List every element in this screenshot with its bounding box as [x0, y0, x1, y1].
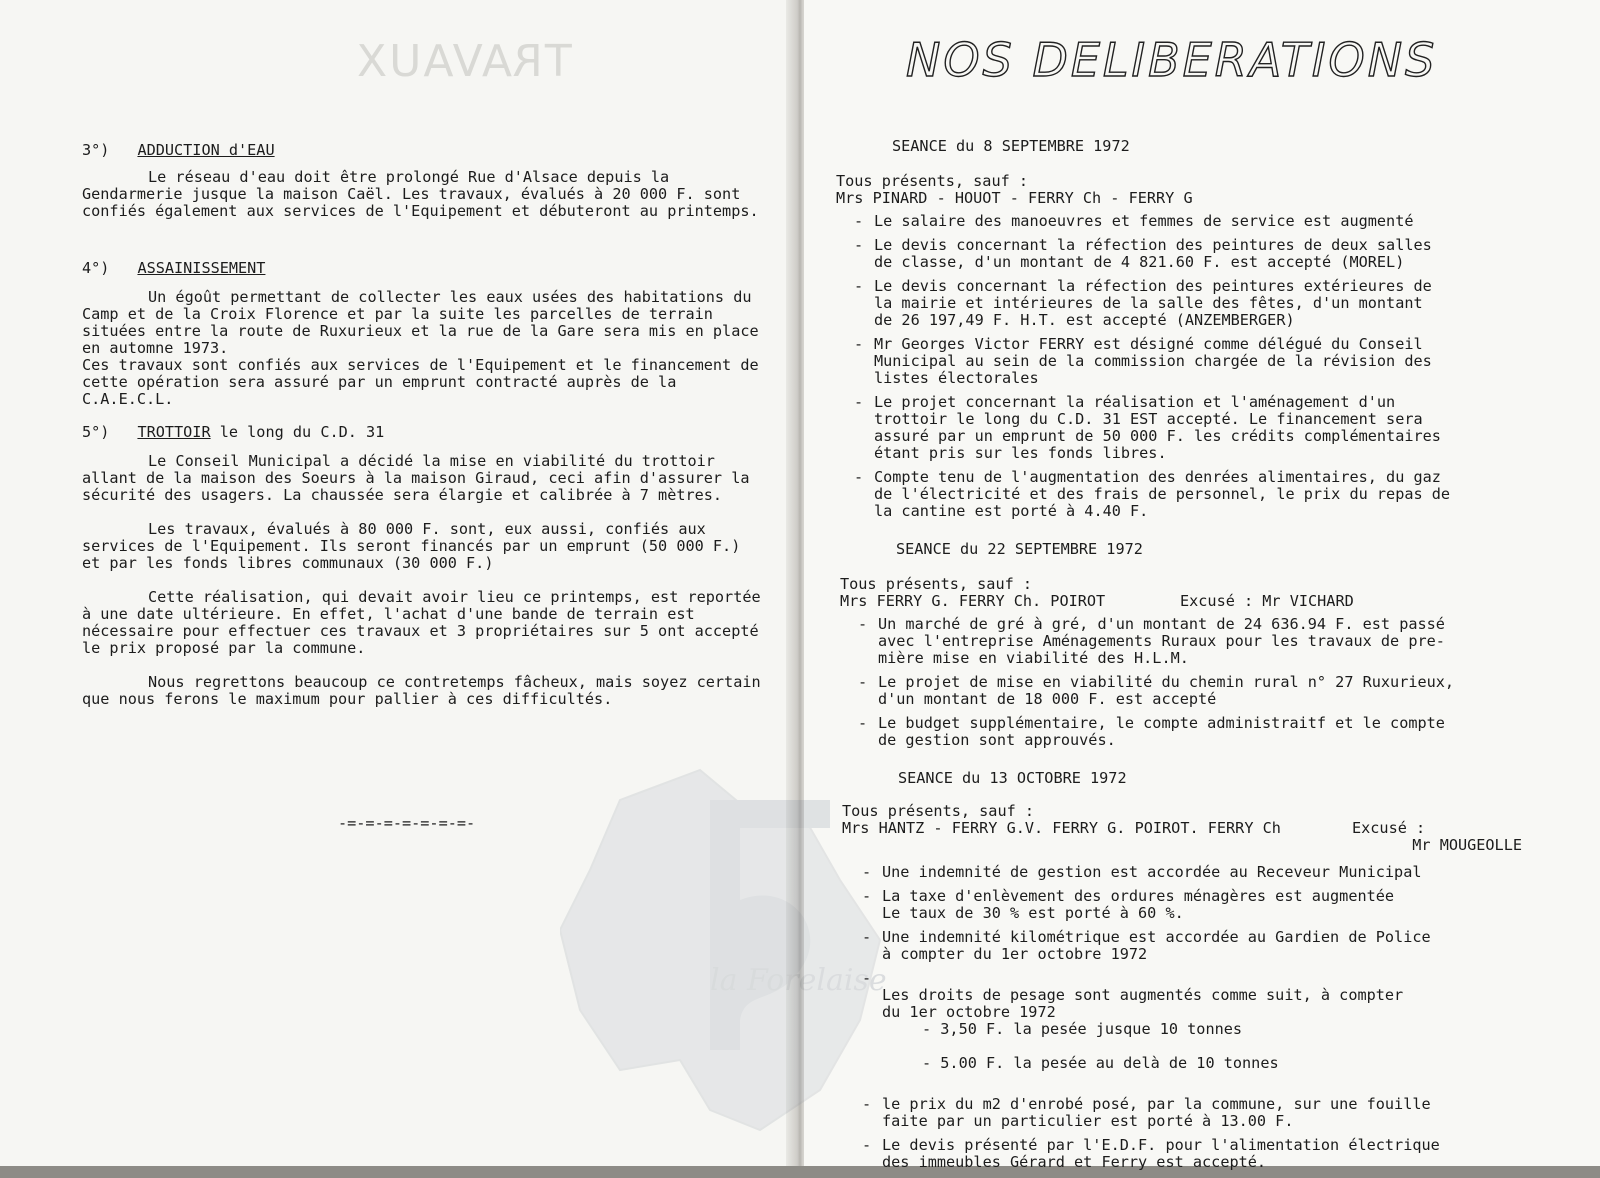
deliberation-item-text: Les droits de pesage sont augmentés comme suit, à compter du 1er octobre 1972 [882, 986, 1404, 1021]
deliberation-item: - Le devis présenté par l'E.D.F. pour l'alimentation électrique des immeubles Gérard et Ferry est accepté. [862, 1137, 1542, 1171]
seance-excuse: Excusé : [1352, 819, 1426, 837]
pesage-subitem: - 3,50 F. la pesée jusque 10 tonnes [922, 1020, 1243, 1038]
section-number: 4°) [82, 259, 110, 277]
deliberation-item: - Un marché de gré à gré, d'un montant de 24 636.94 F. est passé avec l'entreprise Aménagements Ruraux pour les travaux de pre- mière mise en viabilité des H.L.M. [858, 616, 1540, 667]
section-paragraph: Le réseau d'eau doit être prolongé Rue d'Alsace depuis la Gendarmerie jusque la maison Caël. Les travaux, évalués à 20 000 F. sont confiés également aux services de l'Equipement et débuteront au printemps. [82, 168, 759, 220]
section-adduction-eau [82, 142, 762, 220]
section-heading: ADDUCTION d'EAU [137, 141, 275, 159]
seance-13-octobre [842, 770, 1542, 1178]
deliberation-item-pesage [862, 970, 1542, 1089]
deliberation-item: - Le budget supplémentaire, le compte administraitf et le compte de gestion sont approuvés. [858, 715, 1540, 749]
section-assainissement [82, 260, 762, 408]
seance-excuse: Excusé : Mr VICHARD [1180, 592, 1354, 610]
deliberation-item: - Le projet concernant la réalisation et l'aménagement d'un trottoir le long du C.D. 31 EST accepté. Le financement sera assuré par un emprunt de 50 000 F. les crédits complémentaires étant pris sur les fonds libres. [854, 394, 1536, 462]
section-number: 5°) [82, 423, 110, 441]
seance-absent: Mrs HANTZ - FERRY G.V. FERRY G. POIROT. FERRY Ch [842, 819, 1281, 837]
seance-absent: Mrs FERRY G. FERRY Ch. POIROT [840, 592, 1106, 610]
section-heading-suffix: le long du C.D. 31 [210, 423, 385, 441]
seance-22-septembre [840, 541, 1540, 756]
pesage-subitem: - 5.00 F. la pesée au delà de 10 tonnes [922, 1054, 1279, 1072]
section-number: 3°) [82, 141, 110, 159]
ghost-heading: TRAVAUX [355, 36, 572, 87]
seance-excuse-name: Mr MOUGEOLLE [1412, 836, 1522, 854]
seance-8-septembre [836, 138, 1536, 527]
seance-absent: Mrs PINARD - HOUOT - FERRY Ch - FERRY G [836, 189, 1193, 207]
section-heading: ASSAINISSEMENT [137, 259, 266, 277]
deliberation-item: - Une indemnité de gestion est accordée au Receveur Municipal [862, 864, 1542, 881]
page-title [902, 24, 1442, 90]
section-paragraph: Nous regrettons beaucoup ce contretemps fâcheux, mais soyez certain que nous ferons le maximum pour pallier à ces difficultés. [82, 673, 761, 708]
deliberation-item: - le prix du m2 d'enrobé posé, par la commune, sur une fouille faite par un particulier est porté à 13.00 F. [862, 1096, 1542, 1130]
separator: -=-=-=-=-=-=-=- [338, 814, 476, 832]
section-trottoir [82, 424, 762, 708]
section-paragraph: Cette réalisation, qui devait avoir lieu ce printemps, est reportée à une date ultérieure. En effet, l'achat d'une bande de terrain est nécessaire pour effectuer ces travaux et 3 propriétaires sur 5 ont accepté le prix proposé par la commune. [82, 588, 761, 657]
right-page [710, 0, 1600, 1171]
deliberation-item: - La taxe d'enlèvement des ordures ménagères est augmentée Le taux de 30 % est porté à 60 %. [862, 888, 1542, 922]
section-paragraph: Un égoût permettant de collecter les eaux usées des habitations du Camp et de la Croix Florence et par la suite les parcelles de terrain situées entre la route de Ruxurieux et la rue de la Gare sera mis en place en automne 1973. [82, 288, 759, 357]
section-paragraph: Ces travaux sont confiés aux services de l'Equipement et le financement de cette opération sera assuré par un emprunt contracté auprès de la C.A.E.C.L. [82, 356, 759, 408]
section-paragraph: Les travaux, évalués à 80 000 F. sont, eux aussi, confiés aux services de l'Equipement. Ils seront financés par un emprunt (50 000 F.) et par les fonds libres communaux (30 000 F.) [82, 520, 741, 572]
deliberation-item: - Une indemnité kilométrique est accordée au Gardien de Police à compter du 1er octobre 1972 [862, 929, 1542, 963]
deliberation-item: - Mr Georges Victor FERRY est désigné comme délégué du Conseil Municipal au sein de la commission chargée de la révision des listes électorales [854, 336, 1536, 387]
deliberation-item: - Le salaire des manoeuvres et femmes de service est augmenté [854, 213, 1536, 230]
deliberation-item: - Compte tenu de l'augmentation des denrées alimentaires, du gaz de l'électricité et des frais de personnel, le prix du repas de la cantine est porté à 4.40 F. [854, 469, 1536, 520]
page-title-text: NOS DELIBERATIONS [906, 33, 1438, 87]
seance-heading: SEANCE du 13 OCTOBRE 1972 [898, 769, 1127, 787]
deliberation-item: - Le devis concernant la réfection des peintures extérieures de la mairie et intérieures de la salle des fêtes, d'un montant de 26 197,49 F. H.T. est accepté (ANZEMBERGER) [854, 278, 1536, 329]
section-heading: TROTTOIR [137, 423, 211, 441]
seance-presence: Tous présents, sauf : [836, 172, 1029, 190]
seance-heading: SEANCE du 8 SEPTEMBRE 1972 [892, 137, 1130, 155]
seance-presence: Tous présents, sauf : [840, 575, 1033, 593]
seance-presence: Tous présents, sauf : [842, 802, 1035, 820]
seance-heading: SEANCE du 22 SEPTEMBRE 1972 [896, 540, 1143, 558]
watermark-text: la Forelaise [710, 963, 887, 998]
deliberation-item: - Le devis concernant la réfection des peintures de deux salles de classe, d'un montant de 4 821.60 F. est accepté (MOREL) [854, 237, 1536, 271]
deliberation-item: - Le projet de mise en viabilité du chemin rural n° 27 Ruxurieux, d'un montant de 18 000 F. est accepté [858, 674, 1540, 708]
section-paragraph: Le Conseil Municipal a décidé la mise en viabilité du trottoir allant de la maison des Soeurs à la maison Giraud, ceci afin d'assurer la sécurité des usagers. La chaussée sera élargie et calibrée à 7 mètres. [82, 452, 750, 504]
